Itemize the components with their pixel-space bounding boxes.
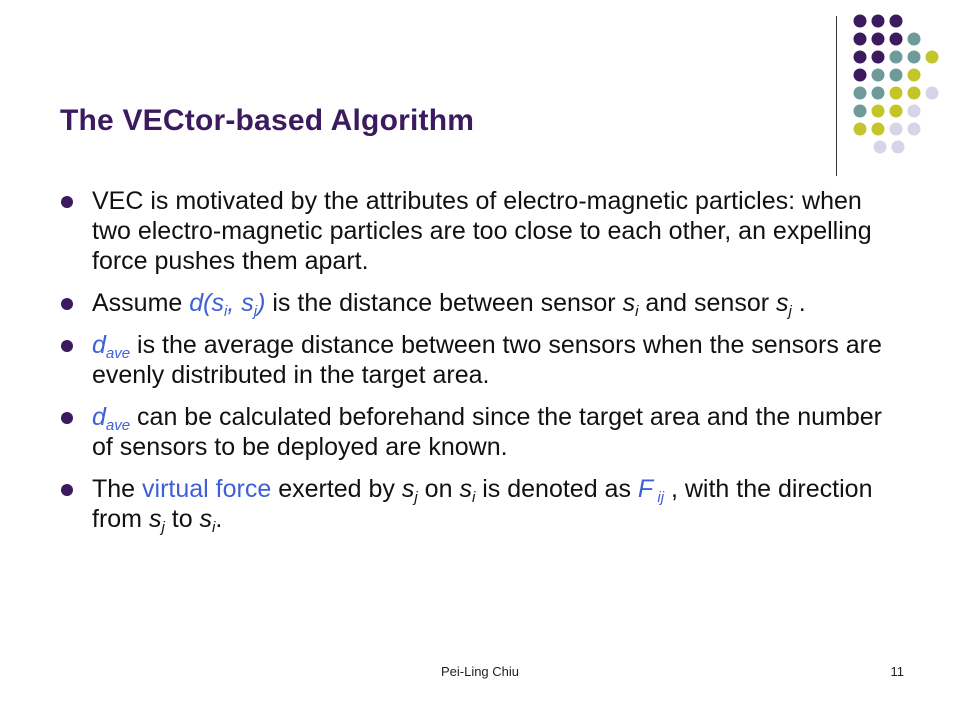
bullet-dave-definition: $d_{ave}$ is the average distance between two sensors when the sensors are evenly distributed in the target area. xyxy=(60,330,890,390)
page-number: 11 xyxy=(890,664,904,679)
decorative-dot xyxy=(872,51,885,64)
math-sensor: s xyxy=(622,289,636,317)
math-dave: $d_{ave}$ xyxy=(92,331,131,362)
math-sensor: s xyxy=(776,289,789,317)
bullet-dave-calculation: $d_{ave}$ can be calculated beforehand since the target area and the number of sensors to be deployed are known. xyxy=(60,402,890,462)
decorative-dot xyxy=(872,33,885,46)
decorative-dot xyxy=(854,105,867,118)
bullet-dot-icon xyxy=(61,484,73,496)
decorative-dot xyxy=(892,141,905,154)
footer-author: Pei-Ling Chiu xyxy=(440,664,520,679)
decorative-dot xyxy=(854,51,867,64)
bullet-list xyxy=(60,186,890,546)
bullet-dot-icon xyxy=(61,298,73,310)
decorative-dot xyxy=(926,51,939,64)
math-distance: $d(s_i$, $s_j$) xyxy=(189,289,266,320)
bullet-distance-definition: Assume $d(s_i$, $s_j$) is the distance between sensor $s_i$ and sensor $s_j$ . xyxy=(60,288,890,318)
decorative-dot xyxy=(854,15,867,28)
decorative-dot xyxy=(890,15,903,28)
decorative-dot xyxy=(872,105,885,118)
bullet-dot-icon xyxy=(61,340,73,352)
bullet-text: VEC is motivated by the attributes of electro-magnetic particles: when two electro-magnetic particles are too close to each other, an expelling force pushes them apart. xyxy=(92,187,872,275)
bullet-vec-motivation xyxy=(60,186,890,276)
math-dave: $d_{ave}$ xyxy=(92,403,131,434)
decorative-dot xyxy=(890,87,903,100)
decorative-dot xyxy=(890,123,903,136)
decorative-dot xyxy=(890,33,903,46)
decorative-dot xyxy=(908,69,921,82)
decorative-dot xyxy=(890,51,903,64)
decorative-dot xyxy=(854,33,867,46)
term-virtual-force: virtual force xyxy=(142,475,272,503)
decorative-dot xyxy=(854,69,867,82)
decorative-dot xyxy=(890,69,903,82)
decorative-dot xyxy=(874,141,887,154)
decorative-dot xyxy=(908,33,921,46)
decorative-dot xyxy=(854,87,867,100)
decorative-dot xyxy=(908,123,921,136)
decorative-dot xyxy=(872,123,885,136)
decorative-dot xyxy=(926,87,939,100)
slide-title: The VECtor-based Algorithm xyxy=(60,104,475,137)
bullet-text: Assume xyxy=(92,289,190,317)
decorative-dot xyxy=(872,15,885,28)
decorative-dot-grid xyxy=(0,0,960,200)
decorative-dot xyxy=(890,105,903,118)
decorative-dot xyxy=(854,123,867,136)
decorative-dot xyxy=(872,87,885,100)
math-force: F $_{ij}$ xyxy=(637,475,665,506)
bullet-dot-icon xyxy=(61,196,73,208)
decorative-dot xyxy=(908,105,921,118)
decorative-vertical-line xyxy=(836,16,837,176)
bullet-dot-icon xyxy=(61,412,73,424)
decorative-dot xyxy=(872,69,885,82)
decorative-dot xyxy=(908,87,921,100)
bullet-virtual-force: The virtual force exerted by $s_j$ on $s_i$ is denoted as F $_{ij}$ , with the direction from $s_j$ to $s_i$. xyxy=(60,474,890,534)
decorative-dot xyxy=(908,51,921,64)
